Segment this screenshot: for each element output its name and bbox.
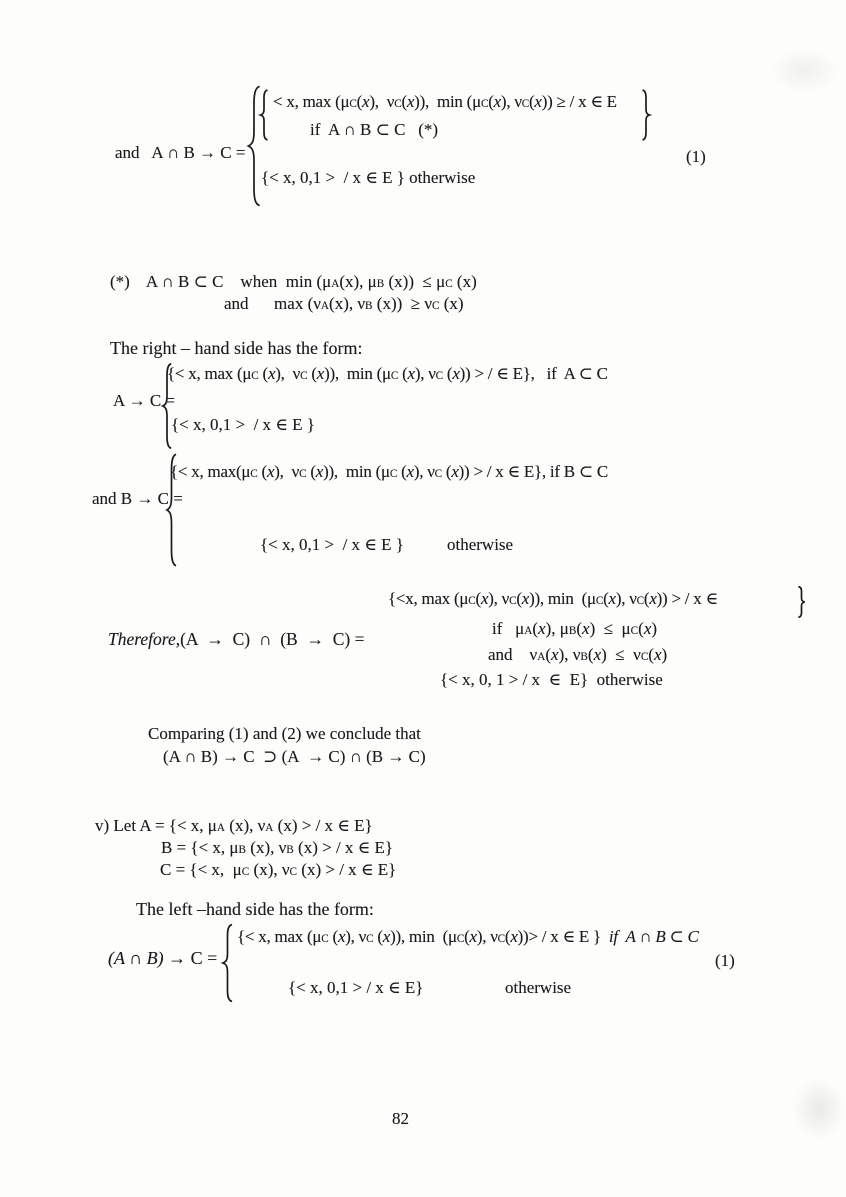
eq-therefore-line4: {< x, 0, 1 > / x ∈ E} otherwise (440, 670, 663, 689)
eq1-case1-left-brace (259, 89, 269, 141)
eq-final-line1: {< x, $\max (\mu_C$ (x), $\nu_C$ (x)), $\min (\mu_C(x)$, $\nu_C(x))> / x$ ∈ E } if A ∩ B ⊂ C (237, 927, 699, 946)
eq-ac-line1: {< x, $\max (\mu_C$ (x), $\nu_C$ (x)), $\min (\mu_C$ (x), $\nu_C$ (x)) > / ∈ E}, if A ⊂ C (167, 364, 608, 383)
eq1-lhs: and A ∩ B → C = (115, 143, 246, 162)
eq-therefore-line1: {<x, $\max (\mu_C(x)$, $\nu_C(x)$), $\min (\mu_C(x)$, $\nu_C(x)$) > / x ∈ (388, 589, 718, 608)
eq-bc-line2: {< x, 0,1 > / x ∈ E } (260, 535, 404, 554)
eq-therefore-lhs: Therefore,(A → C) ∩ (B → C) = (108, 629, 365, 649)
right-hand-heading: The right – hand side has the form: (110, 338, 363, 358)
comparing-line2: (A ∩ B) → C ⊃ (A → C) ∩ (B → C) (163, 747, 426, 766)
scan-smudge-bottom-right (792, 1078, 846, 1140)
eq-bc-otherwise: otherwise (447, 535, 514, 554)
eq-final-line2: {< x, 0,1 > / x ∈ E} (288, 978, 424, 997)
eq-final-left-brace (221, 923, 234, 1003)
star-note-line2: and $\max (\nu_A(x)$, $\nu_B$ $(x)) \ge \nu_C$ (x) (224, 294, 464, 313)
eq-ac-left-brace (161, 362, 173, 450)
definitions-line2: B = {< x, $\mu_B$ (x), $\nu_B$ (x) > / x ∈ E} (161, 838, 394, 857)
eq-ac-line2: {< x, 0,1 > / x ∈ E } (171, 415, 315, 434)
eq-therefore-line3: and $\nu_A(x)$, $\nu_B(x) \le \nu_C(x)$ (488, 645, 668, 664)
eq1-case2: {< x, 0,1 > / x ∈ E } otherwise (261, 168, 476, 187)
eq-final-otherwise: otherwise (505, 978, 572, 997)
page-number: 82 (392, 1109, 409, 1128)
eq-final-lhs: (A ∩ B) → C = (108, 948, 218, 968)
definitions-line3: C = {< x, $\mu_C$ (x), $\nu_C$ (x) > / x ∈ E} (160, 860, 397, 879)
eq-therefore-right-brace (797, 586, 806, 618)
definitions-line1: v) Let A = {< x, $\mu_A$ (x), $\nu_A$ (x) > / x ∈ E} (95, 816, 373, 835)
left-hand-heading: The left –hand side has the form: (136, 899, 374, 919)
eq-therefore-line2: if $\mu_A(x)$, $\mu_B(x) \le \mu_C(x)$ (492, 619, 658, 638)
comparing-line1: Comparing (1) and (2) we conclude that (148, 724, 421, 743)
eq1-case1-line1: < x, $\max (\mu_C(x)$, $\nu_C(x)$), $\min (\mu_C(x)$, $\nu_C(x)$) ≥ / x ∈ E (273, 92, 617, 111)
eq1-case1-right-brace (641, 89, 651, 141)
eq1-case1-line2: if A ∩ B ⊂ C (*) (310, 120, 439, 139)
eq-final-label: (1) (715, 951, 735, 970)
eq-bc-lhs: and B → C = (92, 489, 183, 508)
scan-smudge-top-right (770, 48, 840, 93)
star-note-line1: (*) A ∩ B ⊂ C when $\min (\mu_A(x)$, $\mu_B$ $(x)) \le \mu_C$ (x) (110, 272, 477, 291)
eq1-label: (1) (686, 147, 706, 166)
eq-ac-lhs: A → C = (113, 391, 176, 410)
eq-bc-line1: {< x, $\max(\mu_C$ (x), $\nu_C$ (x)), $\min (\mu_C$ (x), $\nu_C$ (x)) > / x ∈ E}, if B ⊂ C (170, 462, 608, 481)
